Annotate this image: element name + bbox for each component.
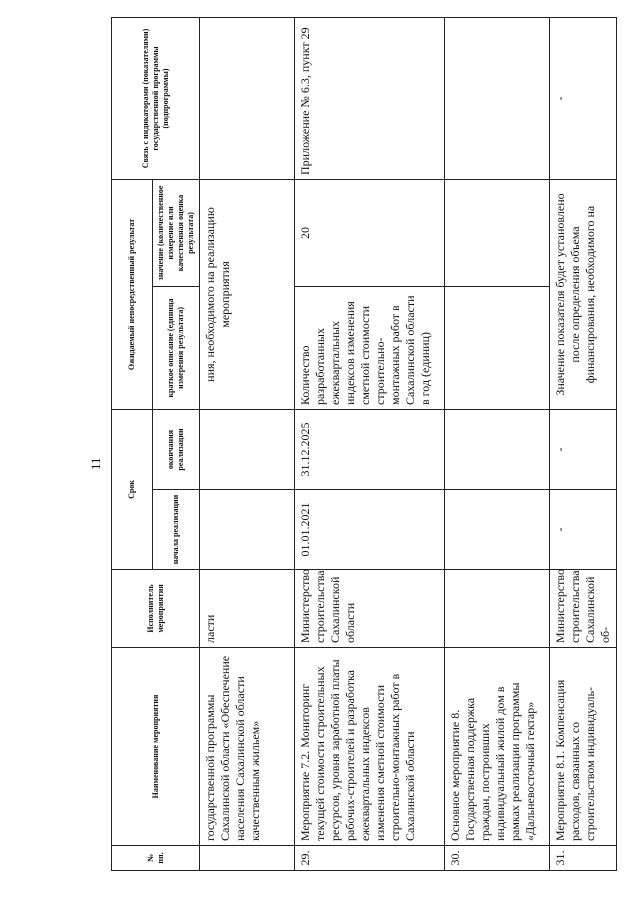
row-desc: Количество разработанных ежеквартальных индексов изменения сметной стоимости строительно-монтажных работ в Сахалинской области в год (единиц) [295,287,445,410]
row-end [200,410,295,490]
row-result-merged: Значение показателя будет установлено после определения объема финансирования, необходимого на [550,180,617,410]
row-start [445,490,550,570]
row-num: 29. [295,846,445,871]
header-term-start: начала реализации [153,490,200,570]
row-value [445,180,550,287]
table-row [445,18,550,871]
header-term: Срок [112,410,153,570]
table-row [295,18,445,871]
row-value: 20 [295,180,445,287]
row-result-merged: ния, необходимого на реализацию мероприятия [200,180,295,410]
row-link [200,18,295,180]
row-executor [445,570,550,648]
header-name: Наименование мероприятия [112,648,200,846]
header-link: Связь с индикаторами (показателями) государственной программы (подпрограммы) [112,18,200,180]
row-executor: Министерство строительства Сахалинской об- [550,570,617,648]
row-start: 01.01.2021 [295,490,445,570]
row-link: Приложение № 6.3, пункт 29 [295,18,445,180]
row-num: 30. [445,846,550,871]
row-link: - [550,18,617,180]
row-num: 31. [550,846,617,871]
header-row [112,18,153,871]
header-executor: Исполнитель мероприятия [112,570,200,648]
table-row [200,18,295,871]
header-num: № пп. [112,846,200,871]
row-name: Основное мероприятие 8. Государственная поддержка граждан, построивших индивидуальный жилой дом в рамках реализации программы «Дальневосточный гектар» [445,648,550,846]
row-num [200,846,295,871]
row-start [200,490,295,570]
activities-table [111,17,617,871]
row-end [445,410,550,490]
page-number: 11 [88,457,103,470]
row-end: - [550,410,617,490]
row-executor: Министерство строительства Сахалинской области [295,570,445,648]
table-row [550,18,617,871]
header-expected: Ожидаемый непосредственный результат [112,180,153,410]
row-executor: ласти [200,570,295,648]
row-desc [445,287,550,410]
header-term-end: окончания реализации [153,410,200,490]
row-name: Мероприятие 8.1. Компенсация расходов, связанных со строительством индивидуаль- [550,648,617,846]
row-end: 31.12.2025 [295,410,445,490]
header-short-desc: краткое описание (единица измерения результата) [153,287,200,410]
row-name: Мероприятие 7.2. Мониторинг текущей стоимости строительных ресурсов, уровня заработной платы рабочих-строителей и разработка ежеквартальных индексов изменения сметной стоимости строительно-монтажных работ в Сахалинской области [295,648,445,846]
header-value: значение (количественное измерение или качественная оценка результата) [153,180,200,287]
row-name: государственной программы Сахалинской области «Обеспечение населения Сахалинской области качественным жильем» [200,648,295,846]
row-start: - [550,490,617,570]
row-link [445,18,550,180]
